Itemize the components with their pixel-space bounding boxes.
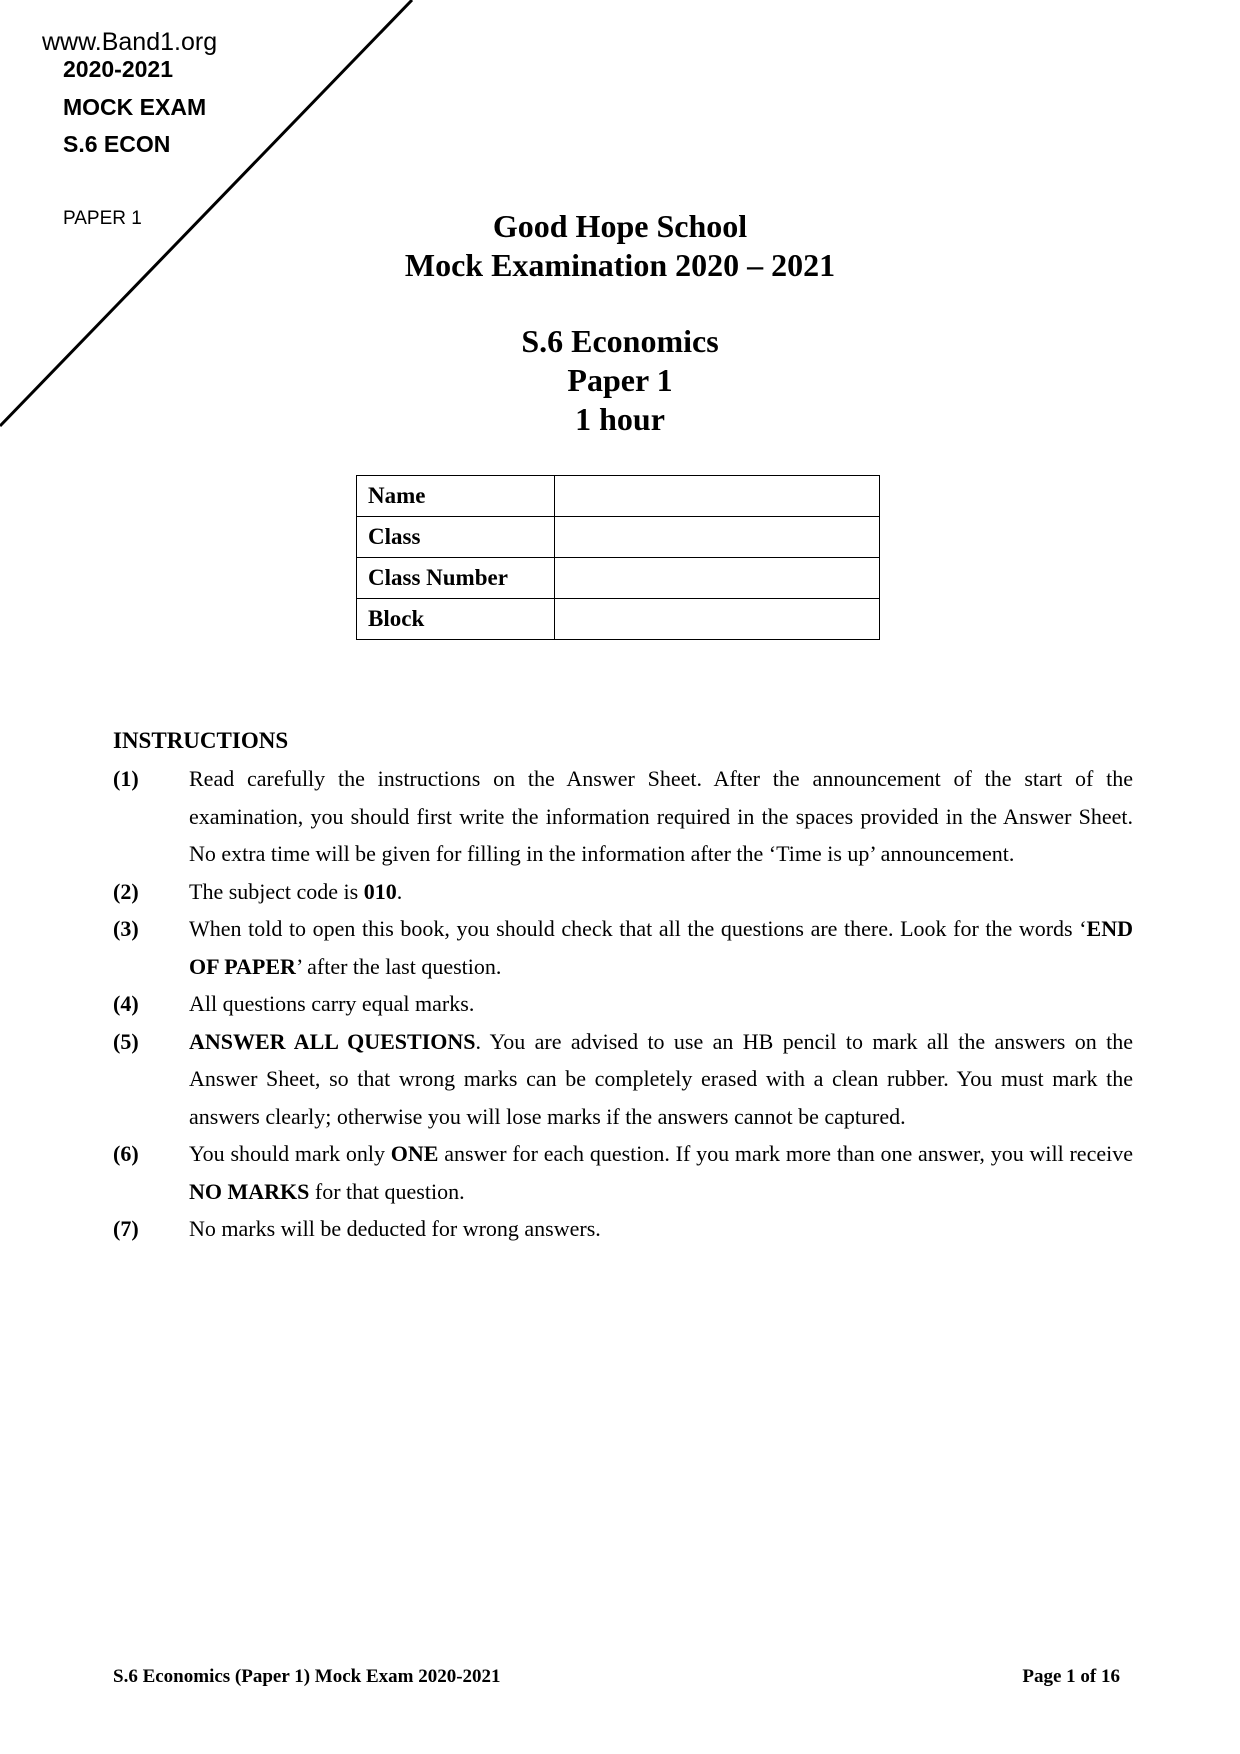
block-field[interactable] [555,599,880,640]
corner-subject: S.6 ECON [63,131,171,157]
footer-title: S.6 Economics (Paper 1) Mock Exam 2020-2021 [113,1666,501,1687]
instruction-number: (6) [113,1141,139,1166]
instruction-segment: ’ after the last question. [295,953,502,979]
instruction-segment: The subject code is [189,878,364,904]
instruction-segment: Read carefully the instructions on the Answer Sheet. After the announcement of the start of the examination, you should first write the information required in the spaces provided in the Answer Sheet. No extra time will be given for filling in the information after the ‘Time is up’ announcement. [189,766,1133,866]
instruction-item [113,1023,1133,1136]
instruction-text [189,1029,1133,1129]
instruction-number: (3) [113,916,139,941]
instruction-item [113,873,1133,911]
watermark-url: www.Band1.org [42,28,218,56]
instruction-number: (4) [113,991,139,1016]
table-row [357,517,880,558]
instruction-item [113,1210,1133,1248]
block-label: Block [357,599,555,640]
instruction-segment: for that question. [309,1178,465,1204]
duration: 1 hour [575,401,665,437]
class-number-field[interactable] [555,558,880,599]
instruction-text [189,766,1133,866]
class-label: Class [357,517,555,558]
class-number-label: Class Number [357,558,555,599]
school-name: Good Hope School [492,208,748,244]
instruction-emphasis: ANSWER ALL QUESTIONS [189,1028,476,1054]
instruction-segment: answer for each question. If you mark more than one answer, you will receive [438,1141,1133,1166]
class-field[interactable] [555,517,880,558]
instruction-emphasis: NO MARKS [189,1178,310,1204]
corner-year: 2020-2021 [63,56,173,82]
instruction-segment: When told to open this book, you should check that all the questions are there. Look for the words ‘ [189,916,1087,941]
instructions-title: INSTRUCTIONS [113,728,289,753]
instruction-segment: No marks will be deducted for wrong answers. [189,1216,601,1241]
table-row [357,476,880,517]
instruction-emphasis: 010 [363,878,397,904]
instruction-item [113,760,1133,873]
instruction-segment: . You are advised to use an HB pencil to mark all the answers on the Answer Sheet, so that wrong marks can be completely erased with a clean rubber. You must mark the answers clearly; otherwise you will lose marks if the answers cannot be captured. [189,1028,1133,1129]
instruction-number: (1) [113,766,139,791]
exam-title: Mock Examination 2020 – 2021 [404,247,836,283]
instruction-segment: All questions carry equal marks. [189,991,475,1016]
instruction-segment: . [396,878,403,904]
paper-title: Paper 1 [567,362,673,398]
instruction-number: (2) [113,878,139,904]
page-number: Page 1 of 16 [1022,1666,1120,1687]
instruction-emphasis: ONE [390,1141,439,1166]
student-info-table [356,475,880,640]
corner-exam: MOCK EXAM [63,94,207,120]
instruction-item [113,910,1133,985]
instruction-item [113,1135,1133,1210]
instruction-item [113,985,1133,1023]
instruction-text [189,879,402,904]
instruction-number: (7) [113,1216,139,1241]
subject-title: S.6 Economics [521,323,719,359]
name-label: Name [357,476,555,517]
instruction-segment: You should mark only [189,1141,391,1166]
instructions-list [113,760,1133,1248]
corner-paper: PAPER 1 [63,208,142,229]
instruction-number: (5) [113,1028,139,1054]
instruction-text [189,916,1133,979]
instruction-text [189,1141,1133,1204]
table-row [357,599,880,640]
instruction-text [189,1216,601,1241]
name-field[interactable] [555,476,880,517]
table-row [357,558,880,599]
instruction-emphasis: END OF PAPER [189,916,1133,979]
instruction-text [189,991,474,1016]
